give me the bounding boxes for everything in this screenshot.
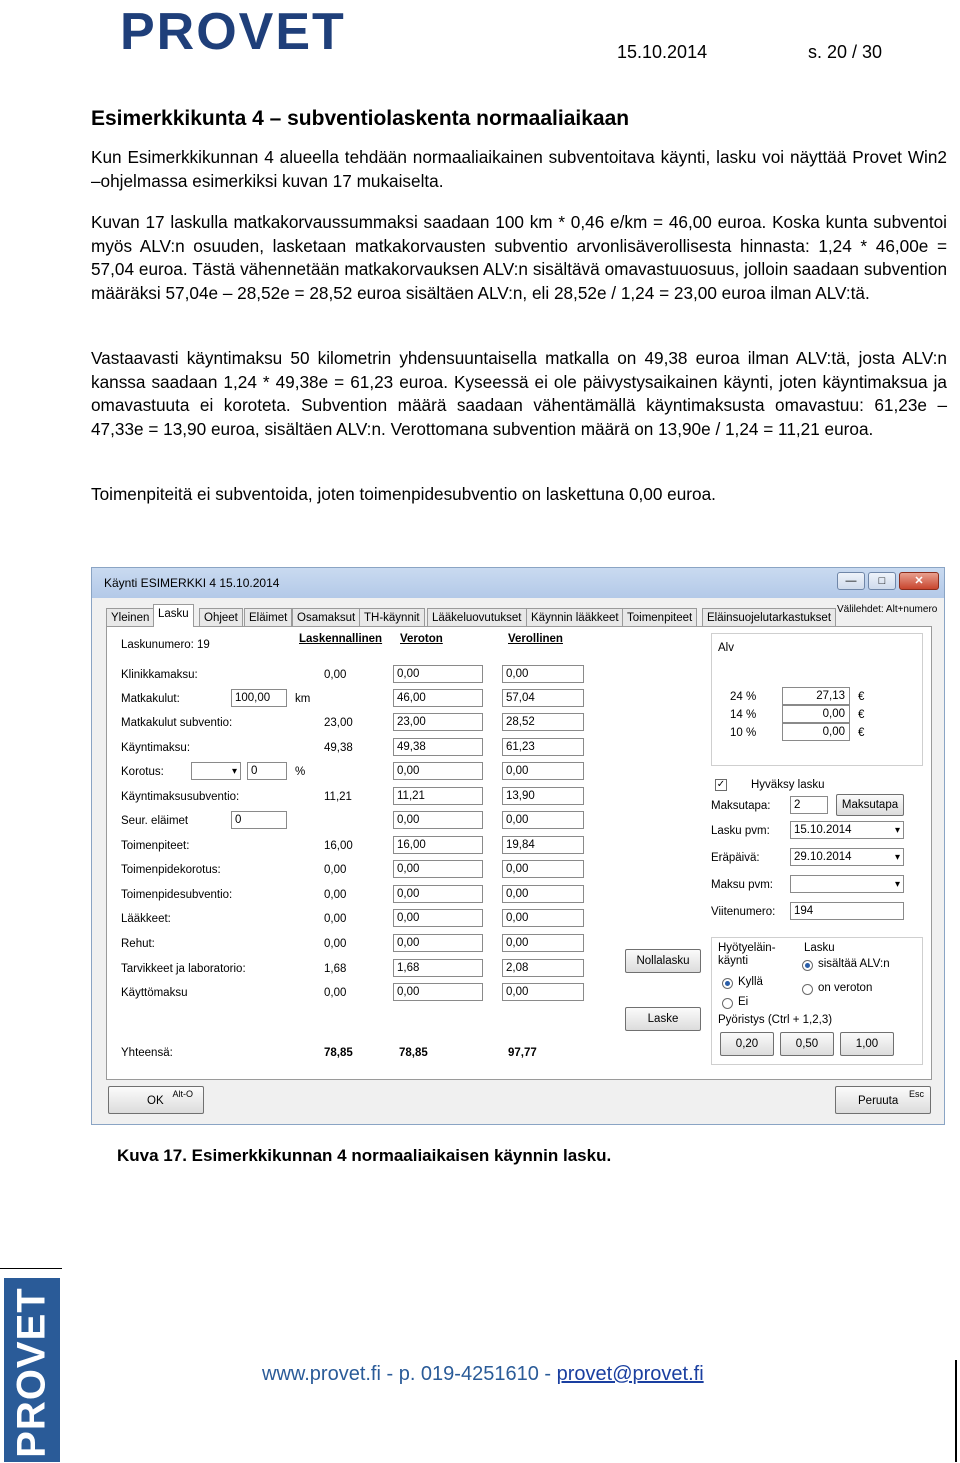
invoice-number-label: Laskunumero:: [121, 639, 194, 651]
laskupvm-date-picker[interactable]: 15.10.2014 ▾: [790, 821, 904, 839]
row-gross-field[interactable]: 0,00: [502, 811, 584, 829]
row-label: Seur. eläimet: [121, 815, 189, 827]
row-gross-field[interactable]: 13,90: [502, 787, 584, 805]
header-page-number: s. 20 / 30: [808, 42, 883, 62]
row-label: Käyttömaksu: [121, 987, 188, 999]
lasku-alv-label: sisältää ALV:n: [818, 958, 890, 970]
ok-button[interactable]: [108, 1086, 204, 1114]
tab-laakeluovutukset[interactable]: Lääkeluovutukset: [427, 608, 527, 626]
row-gross-field[interactable]: 0,00: [502, 934, 584, 952]
row-net-field[interactable]: 49,38: [393, 738, 483, 756]
row-label: Lääkkeet:: [121, 913, 171, 925]
row-label: Toimenpidekorotus:: [121, 864, 221, 876]
footer-right-bar: [955, 1360, 957, 1462]
row-label: Käyntimaksu:: [121, 742, 191, 754]
row-net-field[interactable]: 0,00: [393, 811, 483, 829]
col-header-gross: Verollinen: [508, 633, 563, 645]
hyoty-kylla-label: Kyllä: [738, 976, 763, 988]
row-gross-field[interactable]: 0,00: [502, 860, 584, 878]
row-calc-value: 0,00: [324, 987, 347, 999]
alv-rate: 10 %: [730, 727, 757, 739]
sidebar-logo-text: PROVET: [9, 1287, 54, 1458]
window-title: Käynti ESIMERKKI 4 15.10.2014: [104, 576, 280, 590]
header-date: 15.10.2014: [617, 42, 708, 62]
paragraph-intro: Kun Esimerkkikunnan 4 alueella tehdään normaaliaikainen subventoitava käynti, lasku voi näyttää Provet Win2 –ohjelmassa esimerkiksi kuvan 17 mukaiselta.: [91, 147, 947, 191]
seur-elaimet-stepper[interactable]: 0: [231, 811, 287, 829]
footer-email-link[interactable]: provet@provet.fi: [556, 1363, 704, 1385]
approve-label: Hyväksy lasku: [751, 779, 825, 791]
tab-lasku[interactable]: Lasku: [153, 604, 194, 627]
travel-km-input[interactable]: 100,00: [231, 689, 287, 707]
row-label: Matkakulut subventio:: [121, 717, 233, 729]
alv-value-field[interactable]: 27,13: [782, 687, 850, 705]
round-100-button[interactable]: 1,00: [840, 1032, 894, 1056]
row-gross-field[interactable]: 19,84: [502, 836, 584, 854]
row-label: Klinikkamaksu:: [121, 669, 198, 681]
row-net-field[interactable]: 1,68: [393, 959, 483, 977]
maximize-button[interactable]: □: [868, 572, 896, 590]
row-label: Rehut:: [121, 938, 155, 950]
section-title: Esimerkkikunta 4 – subventiolaskenta normaaliaikaan: [91, 107, 630, 130]
row-label: Toimenpiteet:: [121, 840, 190, 852]
maksutapa-input[interactable]: 2: [790, 796, 828, 814]
maksutapa-button[interactable]: Maksutapa: [836, 794, 904, 816]
row-gross-field[interactable]: 0,00: [502, 762, 584, 780]
cancel-shortcut: Esc: [908, 1089, 924, 1099]
erapaiva-date-picker[interactable]: 29.10.2014 ▾: [790, 848, 904, 866]
tab-elaimet[interactable]: Eläimet: [244, 608, 292, 626]
row-gross-field[interactable]: 57,04: [502, 689, 584, 707]
row-net-field[interactable]: 0,00: [393, 909, 483, 927]
invoice-panel: [106, 626, 932, 1080]
invoice-number: 19: [197, 639, 210, 651]
row-calc-value: 16,00: [324, 840, 353, 852]
lasku-veroton-radio[interactable]: [802, 984, 813, 995]
row-net-field[interactable]: 11,21: [393, 787, 483, 805]
sidebar-logo-bar: [4, 1278, 60, 1462]
paragraph-procedures: Toimenpiteitä ei subventoida, joten toimenpidesubventio on laskettuna 0,00 euroa.: [91, 484, 716, 504]
hyoty-title: Hyötyeläin- käynti: [718, 942, 776, 967]
alv-group: [711, 633, 923, 766]
row-calc-value: 1,68: [324, 963, 347, 975]
options-group: [711, 937, 923, 1065]
row-gross-field[interactable]: 61,23: [502, 738, 584, 756]
zero-invoice-button[interactable]: Nollalasku: [625, 949, 701, 973]
totals-gross: 97,77: [508, 1047, 537, 1059]
tab-yleinen[interactable]: Yleinen: [106, 608, 154, 626]
alv-title: Alv: [718, 642, 734, 654]
calculate-button[interactable]: Laske: [625, 1007, 701, 1031]
unit-km: km: [295, 693, 311, 705]
tab-osamaksut[interactable]: Osamaksut: [292, 608, 360, 626]
row-calc-value: 0,00: [324, 913, 347, 925]
footer-text: www.provet.fi - p. 019-4251610 -: [262, 1363, 557, 1385]
hyoty-ei-label: Ei: [738, 996, 749, 1008]
euro-unit: €: [858, 691, 865, 703]
row-calc-value: 0,00: [324, 864, 347, 876]
row-net-field[interactable]: 0,00: [393, 860, 483, 878]
row-calc-value: 0,00: [324, 669, 347, 681]
row-calc-value: 0,00: [324, 889, 347, 901]
laskupvm-label: Lasku pvm:: [711, 825, 770, 837]
row-gross-field[interactable]: 0,00: [502, 885, 584, 903]
row-calc-value: 11,21: [324, 791, 352, 803]
minimize-button[interactable]: —: [837, 572, 865, 590]
paragraph-visit-fee: Vastaavasti käyntimaksu 50 kilometrin yhdensuuntaisella matkalla on 49,38 euroa ilman ALV:tä, josta ALV:n kanssa saadaan 1,24 * 49,38e = 61,23 euroa. Kyseessä ei ole päivystysaikainen käynti, joten käyntimaksua ja omavastuuta ei koroteta. Subvention määrä saadaan vähentämällä käyntimaksusta omavastuu: 61,23e – 47,33e = 13,90 euroa, sisältäen ALV:n. Verottomana subvention määrä on 13,90e / 1,24 = 11,21 euroa.: [91, 348, 947, 439]
maksupvm-date-picker[interactable]: [790, 875, 904, 893]
totals-calc: 78,85: [324, 1047, 353, 1059]
korotus-percent-input[interactable]: 0: [247, 762, 287, 780]
col-header-calc: Laskennallinen: [299, 633, 383, 645]
tab-toimenpiteet[interactable]: Toimenpiteet: [622, 608, 697, 626]
row-calc-value: 49,38: [324, 742, 353, 754]
hyoty-ei-radio[interactable]: [722, 998, 733, 1009]
alv-value-field[interactable]: 0,00: [782, 723, 850, 741]
round-050-button[interactable]: 0,50: [780, 1032, 834, 1056]
row-gross-field[interactable]: 0,00: [502, 665, 584, 683]
footer-contact: [262, 1363, 704, 1386]
totals-net: 78,85: [399, 1047, 428, 1059]
tab-shortcut-hint: Välilehdet: Alt+numero: [837, 604, 938, 615]
provet-logo: PROVET: [120, 3, 346, 61]
viitenumero-label: Viitenumero:: [711, 906, 776, 918]
invoice-window: [91, 567, 945, 1125]
alv-rate: 24 %: [730, 691, 757, 703]
korotus-dropdown[interactable]: [191, 762, 241, 780]
approve-checkbox[interactable]: ✓: [716, 779, 726, 790]
row-net-field[interactable]: 0,00: [393, 934, 483, 952]
row-net-field[interactable]: 46,00: [393, 689, 483, 707]
row-label: Käyntimaksusubventio:: [121, 791, 240, 803]
euro-unit: €: [858, 709, 865, 721]
row-label: Toimenpidesubventio:: [121, 889, 233, 901]
erapaiva-label: Eräpäivä:: [711, 852, 760, 864]
row-gross-field[interactable]: 2,08: [502, 959, 584, 977]
row-calc-value: 23,00: [324, 717, 353, 729]
col-header-net: Veroton: [400, 633, 443, 645]
alv-value-field[interactable]: 0,00: [782, 705, 850, 723]
row-gross-field[interactable]: 0,00: [502, 909, 584, 927]
lasku-veroton-label: on veroton: [818, 982, 873, 994]
close-button[interactable]: ✕: [899, 572, 939, 590]
viitenumero-input[interactable]: 194: [790, 902, 904, 920]
figure-caption: Kuva 17. Esimerkkikunnan 4 normaaliaikaisen käynnin lasku.: [117, 1146, 612, 1165]
tab-kaynnin-laakkeet[interactable]: Käynnin lääkkeet: [526, 608, 624, 626]
row-net-field[interactable]: 16,00: [393, 836, 483, 854]
row-label: Tarvikkeet ja laboratorio:: [121, 963, 246, 975]
row-net-field[interactable]: 0,00: [393, 885, 483, 903]
ok-label: OK: [147, 1095, 164, 1107]
round-020-button[interactable]: 0,20: [720, 1032, 774, 1056]
unit-percent: %: [295, 766, 306, 778]
row-gross-field[interactable]: 28,52: [502, 713, 584, 731]
maksutapa-label: Maksutapa:: [711, 800, 771, 812]
paragraph-travel: Kuvan 17 laskulla matkakorvaussummaksi saadaan 100 km * 0,46 e/km = 46,00 euroa. Koska kunta subventoi myös ALV:n osuuden, lasketaan matkakorvausten subventio arvonlisäverollisesta hinnasta: 1,24 * 46,00e = 57,04 euroa. Tästä vähennetään matkakorvauksen ALV:n sisältävä omavastuuosuus, jolloin saadaan subvention määräksi 57,04e – 28,52e = 28,52 euroa sisältäen ALV:n, eli 28,52e / 1,24 = 23,00 euroa ilman ALV:tä.: [91, 212, 947, 303]
row-calc-value: 0,00: [324, 938, 347, 950]
row-label: Matkakulut:: [121, 693, 180, 705]
hyoty-kylla-radio[interactable]: [722, 978, 733, 989]
rounding-label: Pyöristys (Ctrl + 1,2,3): [718, 1014, 833, 1026]
row-label: Korotus:: [121, 766, 164, 778]
row-gross-field[interactable]: 0,00: [502, 983, 584, 1001]
cancel-label: Peruuta: [858, 1095, 899, 1107]
footer-divider: [0, 1268, 62, 1269]
maksupvm-label: Maksu pvm:: [711, 879, 773, 891]
window-titlebar: [92, 568, 944, 598]
row-net-field[interactable]: 0,00: [393, 665, 483, 683]
row-net-field[interactable]: 0,00: [393, 762, 483, 780]
tab-ohjeet[interactable]: Ohjeet: [199, 608, 243, 626]
cancel-button[interactable]: [835, 1086, 931, 1114]
euro-unit: €: [858, 727, 865, 739]
alv-rate: 14 %: [730, 709, 757, 721]
tab-th-kaynnit[interactable]: TH-käynnit: [359, 608, 425, 626]
ok-shortcut: Alt-O: [172, 1089, 193, 1099]
row-net-field[interactable]: 23,00: [393, 713, 483, 731]
row-net-field[interactable]: 0,00: [393, 983, 483, 1001]
tab-elainsuojelutarkastukset[interactable]: Eläinsuojelutarkastukset: [702, 608, 836, 626]
lasku-alv-radio[interactable]: [802, 960, 813, 971]
lasku-title: Lasku: [804, 942, 835, 954]
totals-label: Yhteensä:: [121, 1047, 173, 1059]
